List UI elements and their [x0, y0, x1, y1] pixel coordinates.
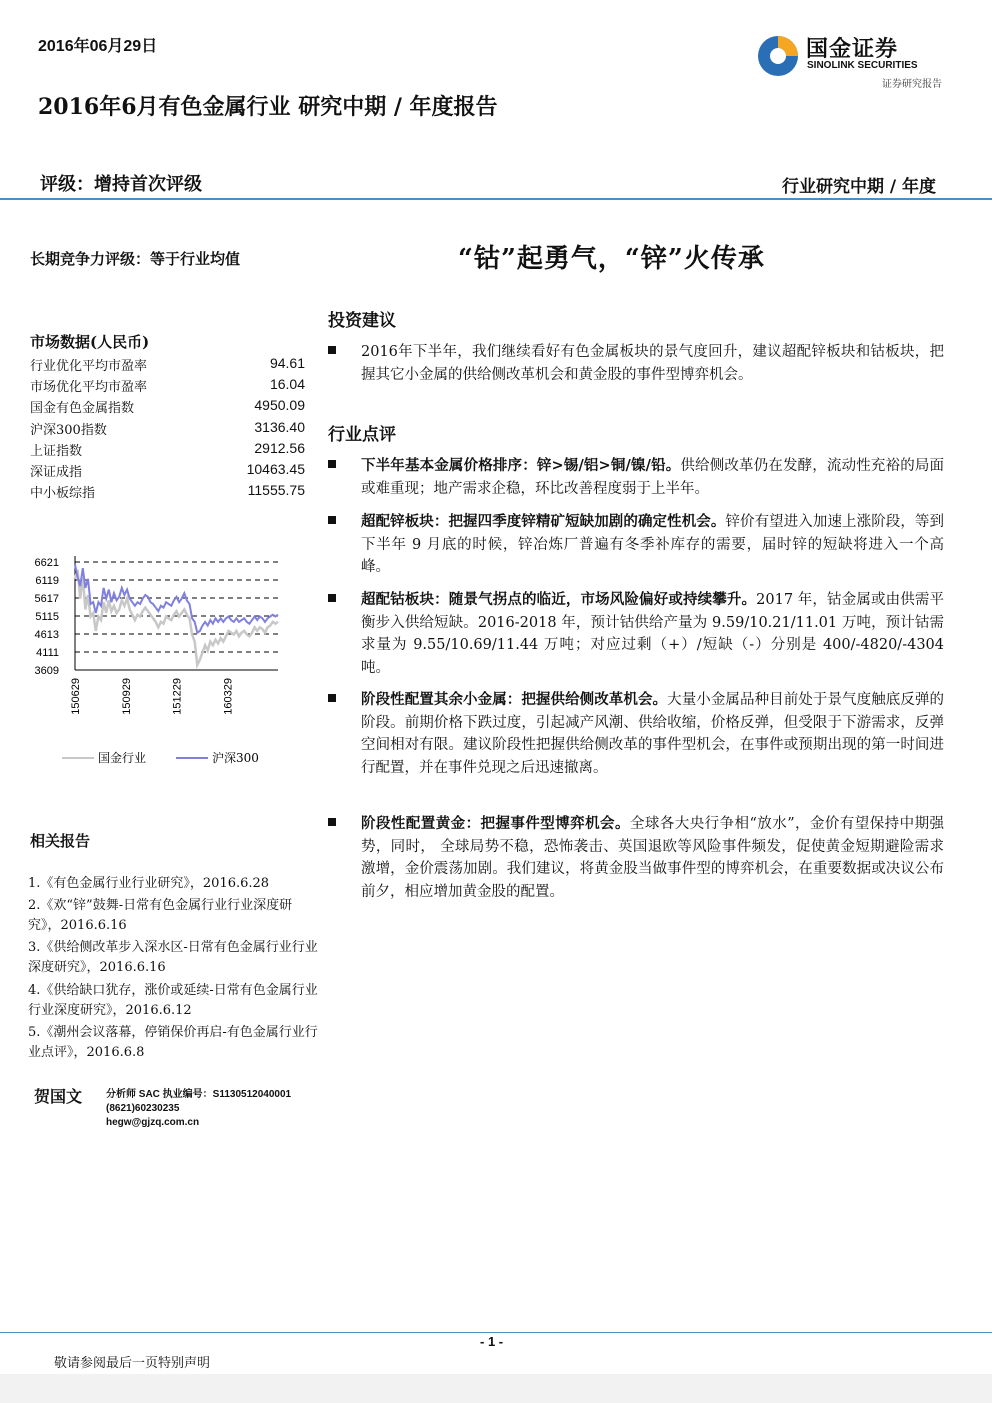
y-tick-label: 6621 [34, 557, 59, 569]
review-bullet-text [361, 511, 944, 579]
analyst-info [106, 1088, 291, 1130]
bullet-lead: 超配锌板块：把握四季度锌精矿短缺加剧的确定性机会。 [361, 513, 726, 530]
bullet-lead: 阶段性配置其余小金属：把握供给侧改革机会。 [361, 691, 668, 708]
report-title: 2016年6月有色金属行业 研究中期 / 年度报告 [38, 94, 498, 120]
market-row [30, 355, 305, 376]
x-tick-label: 150929 [120, 678, 133, 715]
x-tick-label: 151229 [171, 678, 184, 715]
chart-legend [62, 748, 302, 768]
legend-label-series2: 沪深300 [212, 751, 259, 765]
analyst-email[interactable]: hegw@gjzq.com.cn [106, 1117, 200, 1128]
bullet-body: 供给侧改革仍在发酵，流动性充裕的局面或难重现；地产需求企稳，环比改善程度弱于上半年。 [361, 458, 945, 497]
logo-cn-text: 国金证券 [806, 37, 899, 62]
index-chart [30, 548, 290, 728]
report-date: 2016年06月29日 [38, 38, 158, 55]
market-value: 16.04 [269, 376, 305, 392]
bullet-square-icon [328, 460, 336, 468]
market-label: 国金有色金属指数 [30, 401, 135, 416]
x-tick-label: 150629 [70, 678, 82, 715]
y-tick-label: 6119 [35, 575, 59, 587]
analyst-name: 贺国文 [34, 1087, 83, 1106]
market-label: 市场优化平均市盈率 [30, 380, 148, 395]
y-tick-label: 5617 [34, 593, 59, 605]
market-data-title: 市场数据(人民币) [30, 333, 150, 351]
bullet-lead: 下半年基本金属价格排序：锌>锡/铝>铜/镍/铅。 [361, 457, 681, 474]
footer-disclaimer: 敬请参阅最后一页特别声明 [54, 1356, 211, 1371]
review-bullet-text [361, 813, 944, 903]
review-bullet-text [361, 689, 944, 779]
y-tick-label: 3609 [34, 665, 59, 677]
series-line [75, 565, 278, 633]
market-label: 行业优化平均市盈率 [30, 359, 148, 374]
market-value: 10463.45 [246, 461, 305, 477]
logo-en-text: SINOLINK SECURITIES [807, 60, 918, 71]
market-label: 沪深300指数 [30, 423, 107, 438]
related-report-item[interactable]: 3.《供给侧改革步入深水区-日常有色金属行业行业深度研究》，2016.6.16 [28, 940, 318, 975]
market-row [30, 482, 305, 503]
bullet-body: 全球各大央行争相“放水”，金价有望保持中期强势，同时， 全球局势不稳，恐怖袭击、英国退欧等风险事件频发，促使黄金短期避险需求激增，金价震荡加剧。我们建议，将黄金股当做事件型的博弈机会，在重要数据或决议公布前夕，相应增加黄金股的配置。 [361, 816, 945, 900]
related-report-item[interactable]: 1.《有色金属行业行业研究》，2016.6.28 [28, 876, 270, 891]
invest-text: 2016年下半年，我们继续看好有色金属板块的景气度回升，建议超配锌板块和钴板块，把握其它小金属的供给侧改革机会和黄金股的事件型博弈机会。 [361, 344, 944, 383]
sinolink-emblem-icon [756, 34, 800, 78]
headline: “钴”起勇气，“锌”火传承 [458, 244, 765, 274]
related-reports-title: 相关报告 [30, 832, 91, 850]
market-row [30, 461, 305, 482]
market-label: 中小板综指 [30, 486, 96, 501]
market-label: 上证指数 [30, 444, 83, 459]
y-tick-label: 5115 [35, 611, 59, 623]
related-report-item[interactable]: 4.《供给缺口犹存，涨价或延续-日常有色金属行业行业深度研究》，2016.6.12 [28, 983, 318, 1018]
legend-label-series1: 国金行业 [98, 751, 147, 765]
page-number: - 1 - [480, 1334, 504, 1349]
market-value: 4950.09 [254, 397, 305, 413]
bullet-body: 大量小金属品种目前处于景气度触底反弹的阶段。前期价格下跌过度，引起减产风潮、供给收缩，价格反弹，但受限于下游需求，反弹空间相对有限。建议阶段性把握供给侧改革的事件型机会，在事件或预期出现的第一时间进行配置，并在事件兑现之后迅速撤离。 [361, 692, 945, 776]
review-bullet-text [361, 589, 944, 679]
market-row [30, 376, 305, 397]
section-review-title: 行业点评 [328, 425, 396, 445]
bullet-lead: 阶段性配置黄金：把握事件型博弈机会。 [361, 815, 630, 832]
analyst-phone: (8621)60230235 [106, 1103, 180, 1114]
related-report-item[interactable]: 5.《潮州会议落幕，停销保价再启-有色金属行业行业点评》，2016.6.8 [28, 1025, 318, 1060]
analyst-cert: 分析师 SAC 执业编号：S1130512040001 [106, 1089, 292, 1100]
market-row [30, 440, 305, 461]
sinolink-logo [756, 30, 946, 90]
bullet-square-icon [328, 346, 336, 354]
market-value: 94.61 [269, 355, 305, 371]
related-report-item[interactable]: 2.《欢“锌”鼓舞-日常有色金属行业行业深度研究》，2016.6.16 [28, 898, 293, 933]
market-value: 2912.56 [254, 440, 305, 456]
report-category: 行业研究中期 / 年度 [781, 177, 936, 197]
y-tick-label: 4613 [34, 629, 59, 641]
market-value: 3136.40 [254, 419, 305, 435]
market-row [30, 419, 305, 440]
bullet-square-icon [328, 594, 336, 602]
market-value: 11555.75 [247, 482, 305, 498]
bullet-body: 锌价有望进入加速上涨阶段，等到下半年 9 月底的时候，锌冶炼厂普遍有冬季补库存的需要，届时锌的短缺将进入一个高峰。 [361, 514, 944, 575]
review-bullet-text [361, 455, 944, 500]
rating: 评级：增持首次评级 [40, 174, 202, 195]
market-label: 深证成指 [30, 465, 83, 480]
header-divider [0, 198, 992, 200]
bullet-lead: 超配钴板块：随景气拐点的临近，市场风险偏好或持续攀升。 [361, 591, 757, 608]
y-tick-label: 4111 [36, 647, 59, 659]
bullet-body: 2017 年，钴金属或由供需平衡步入供给短缺。2016-2018 年，预计钴供给产量为 9.59/10.21/11.01 万吨，预计钴需求量为 9.55/10.69/11.44 万吨；对应过剩（+）/短缺（-）分别是 400/-4820/-4304 吨。 [361, 592, 944, 676]
competitive-rating: 长期竞争力评级：等于行业均值 [30, 250, 241, 268]
logo-subtitle: 证券研究报告 [882, 79, 942, 90]
section-invest-title: 投资建议 [328, 311, 396, 331]
series-line [75, 570, 278, 665]
x-tick-label: 160329 [222, 678, 235, 715]
footer-divider [0, 1332, 992, 1333]
bottom-band [0, 1374, 992, 1403]
bullet-square-icon [328, 694, 336, 702]
bullet-square-icon [328, 818, 336, 826]
market-row [30, 397, 305, 418]
bullet-square-icon [328, 516, 336, 524]
